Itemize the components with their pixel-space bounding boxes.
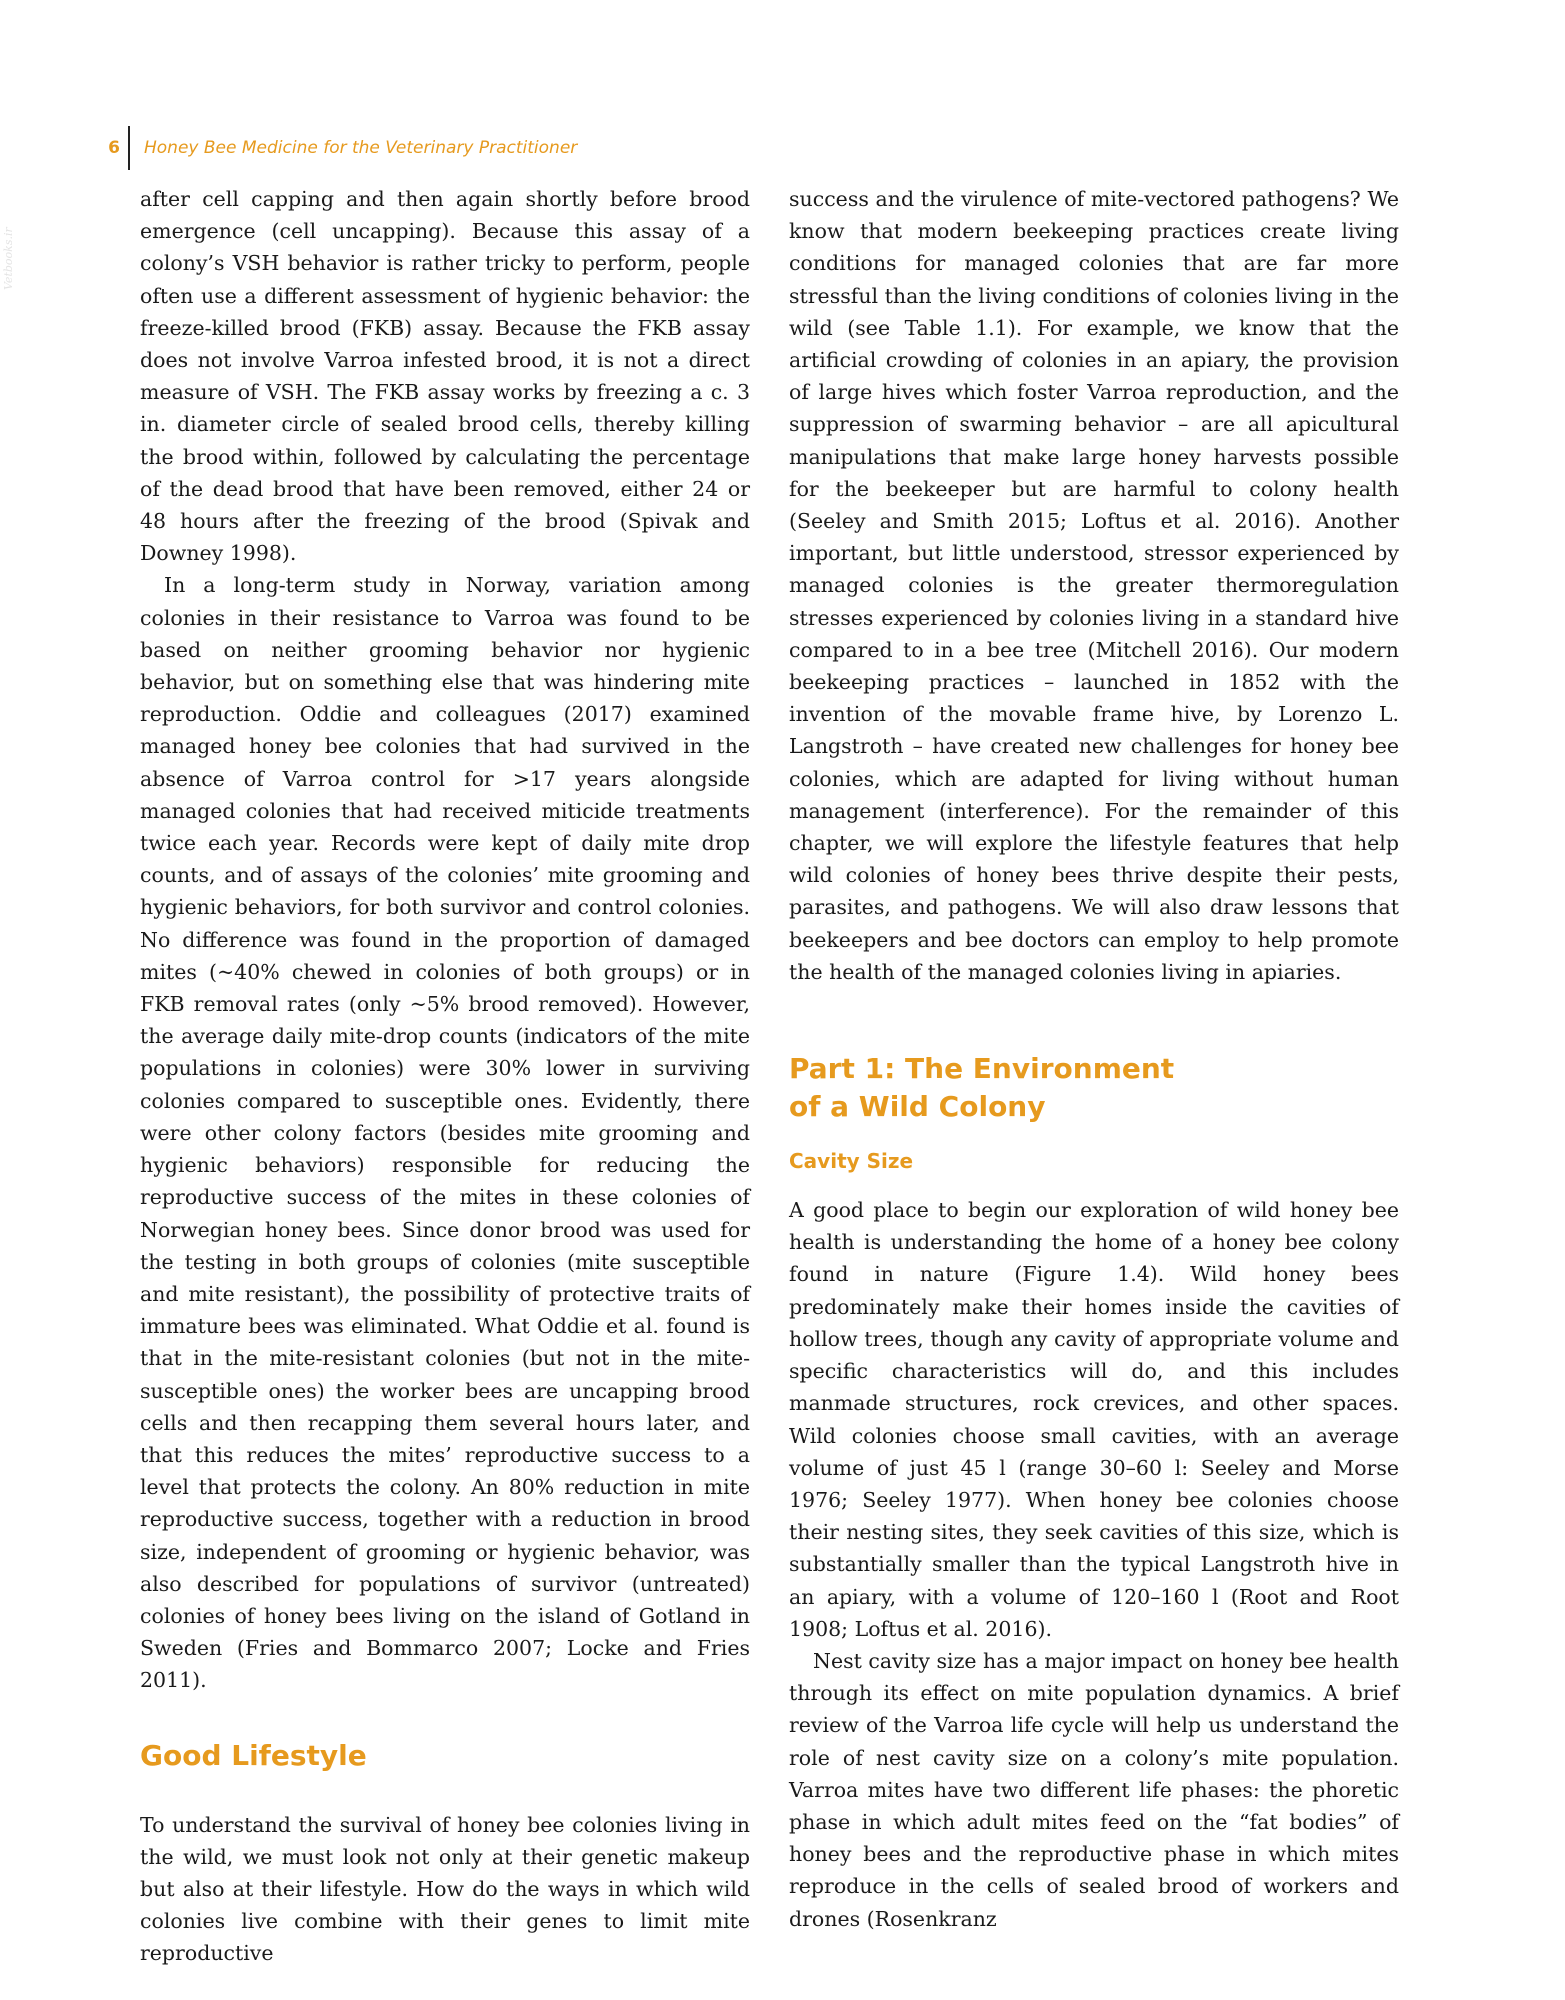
section-heading-good-lifestyle: Good Lifestyle [140, 1738, 367, 1772]
running-header [104, 126, 577, 170]
section-heading-part-1-line-2: of a Wild Colony [789, 1090, 1046, 1124]
left-column [140, 183, 750, 1970]
right-column [789, 183, 1399, 1935]
body-paragraph: To understand the survival of honey bee colonies living in the wild, we must look not only at their genetic makeup but also at their lifestyle. How do the ways in which wild colonies live combine with their genes to limit mite reproductive [140, 1812, 750, 1966]
header-divider [128, 126, 130, 170]
body-paragraph: A good place to begin our exploration of wild honey bee health is understanding the home of a honey bee colony found in nature (Figure 1.4). Wild honey bees predominately make their homes inside the cavities of hollow trees, though any cavity of appropriate volume and specific characteristics will do, and this includes manmade structures, rock crevices, and other spaces. Wild colonies choose small cavities, with an average volume of just 45 l (range 30–60 l: Seeley and Morse 1976; Seeley 1977). When honey bee colonies choose their nesting sites, they seek cavities of this size, which is substantially smaller than the typical Langstroth hive in an apiary, with a volume of 120–160 l (Root and Root 1908; Loftus et al. 2016). [789, 1198, 1399, 1641]
body-paragraph: success and the virulence of mite-vectored pathogens? We know that modern beekeeping practices create living conditions for managed colonies that are far more stressful than the living conditions of colonies living in the wild (see Table 1.1). For example, we know that the artificial crowding of colonies in an apiary, the provision of large hives which foster Varroa reproduction, and the suppression of swarming behavior – are all apicultural manipulations that make large honey harvests possible for the beekeeper but are harmful to colony health (Seeley and Smith 2015; Loftus et al. 2016). Another important, but little understood, stressor experienced by managed colonies is the greater thermoregulation stresses experienced by colonies living in a standard hive compared to in a bee tree (Mitchell 2016). Our modern beekeeping practices – launched in 1852 with the invention of the movable frame hive, by Lorenzo L. Langstroth – have created new challenges for honey bee colonies, which are adapted for living without human management (interference). For the remainder of this chapter, we will explore the lifestyle features that help wild colonies of honey bees thrive despite their pests, parasites, and pathogens. We will also draw lessons that beekeepers and bee doctors can employ to help promote the health of the managed colonies living in apiaries. [789, 187, 1399, 984]
subsection-heading-cavity-size: Cavity Size [789, 1149, 914, 1174]
page-number: 6 [108, 138, 120, 158]
section-heading-part-1-line-1: Part 1: The Environment [789, 1052, 1175, 1086]
body-paragraph: In a long-term study in Norway, variation among colonies in their resistance to Varroa was found to be based on neither grooming behavior nor hygienic behavior, but on something else that was hindering mite reproduction. Oddie and colleagues (2017) examined managed honey bee colonies that had survived in the absence of Varroa control for >17 years alongside managed colonies that had received miticide treatments twice each year. Records were kept of daily mite drop counts, and of assays of the colonies’ mite grooming and hygienic behaviors, for both survivor and control colonies. No difference was found in the proportion of damaged mites (~40% chewed in colonies of both groups) or in FKB removal rates (only ~5% brood removed). However, the average daily mite-drop counts (indicators of the mite populations in colonies) were 30% lower in surviving colonies compared to susceptible ones. Evidently, there were other colony factors (besides mite grooming and hygienic behaviors) responsible for reducing the reproductive success of the mites in these colonies of Norwegian honey bees. Since donor brood was used for the testing in both groups of colonies (mite susceptible and mite resistant), the possibility of protective traits of immature bees was eliminated. What Oddie et al. found is that in the mite-resistant colonies (but not in the mite-susceptible ones) the worker bees are uncapping brood cells and then recapping them several hours later, and that this reduces the mites’ reproductive success to a level that protects the colony. An 80% reduction in mite reproductive success, together with a reduction in brood size, independent of grooming or hygienic behavior, was also described for populations of survivor (untreated) colonies of honey bees living on the island of Gotland in Sweden (Fries and Bommarco 2007; Locke and Fries 2011). [140, 573, 750, 1693]
section-heading-part-1 [789, 1050, 1399, 1126]
body-paragraph: Nest cavity size has a major impact on honey bee health through its effect on mite population dynamics. A brief review of the Varroa life cycle will help us understand the role of nest cavity size on a colony’s mite population. Varroa mites have two different life phases: the phoretic phase in which adult mites feed on the “fat bodies” of honey bees and the reproductive phase in which mites reproduce in the cells of sealed brood of workers and drones (Rosenkranz [789, 1648, 1399, 1931]
running-title: Honey Bee Medicine for the Veterinary Practitioner [144, 138, 578, 158]
body-paragraph: after cell capping and then again shortly before brood emergence (cell uncapping). Because this assay of a colony’s VSH behavior is rather tricky to perform, people often use a different assessment of hygienic behavior: the freeze-killed brood (FKB) assay. Because the FKB assay does not involve Varroa infested brood, it is not a direct measure of VSH. The FKB assay works by freezing a c. 3 in. diameter circle of sealed brood cells, thereby killing the brood within, followed by calculating the percentage of the dead brood that have been removed, either 24 or 48 hours after the freezing of the brood (Spivak and Downey 1998). [140, 187, 750, 566]
watermark: Vetbooks.ir [2, 227, 15, 290]
